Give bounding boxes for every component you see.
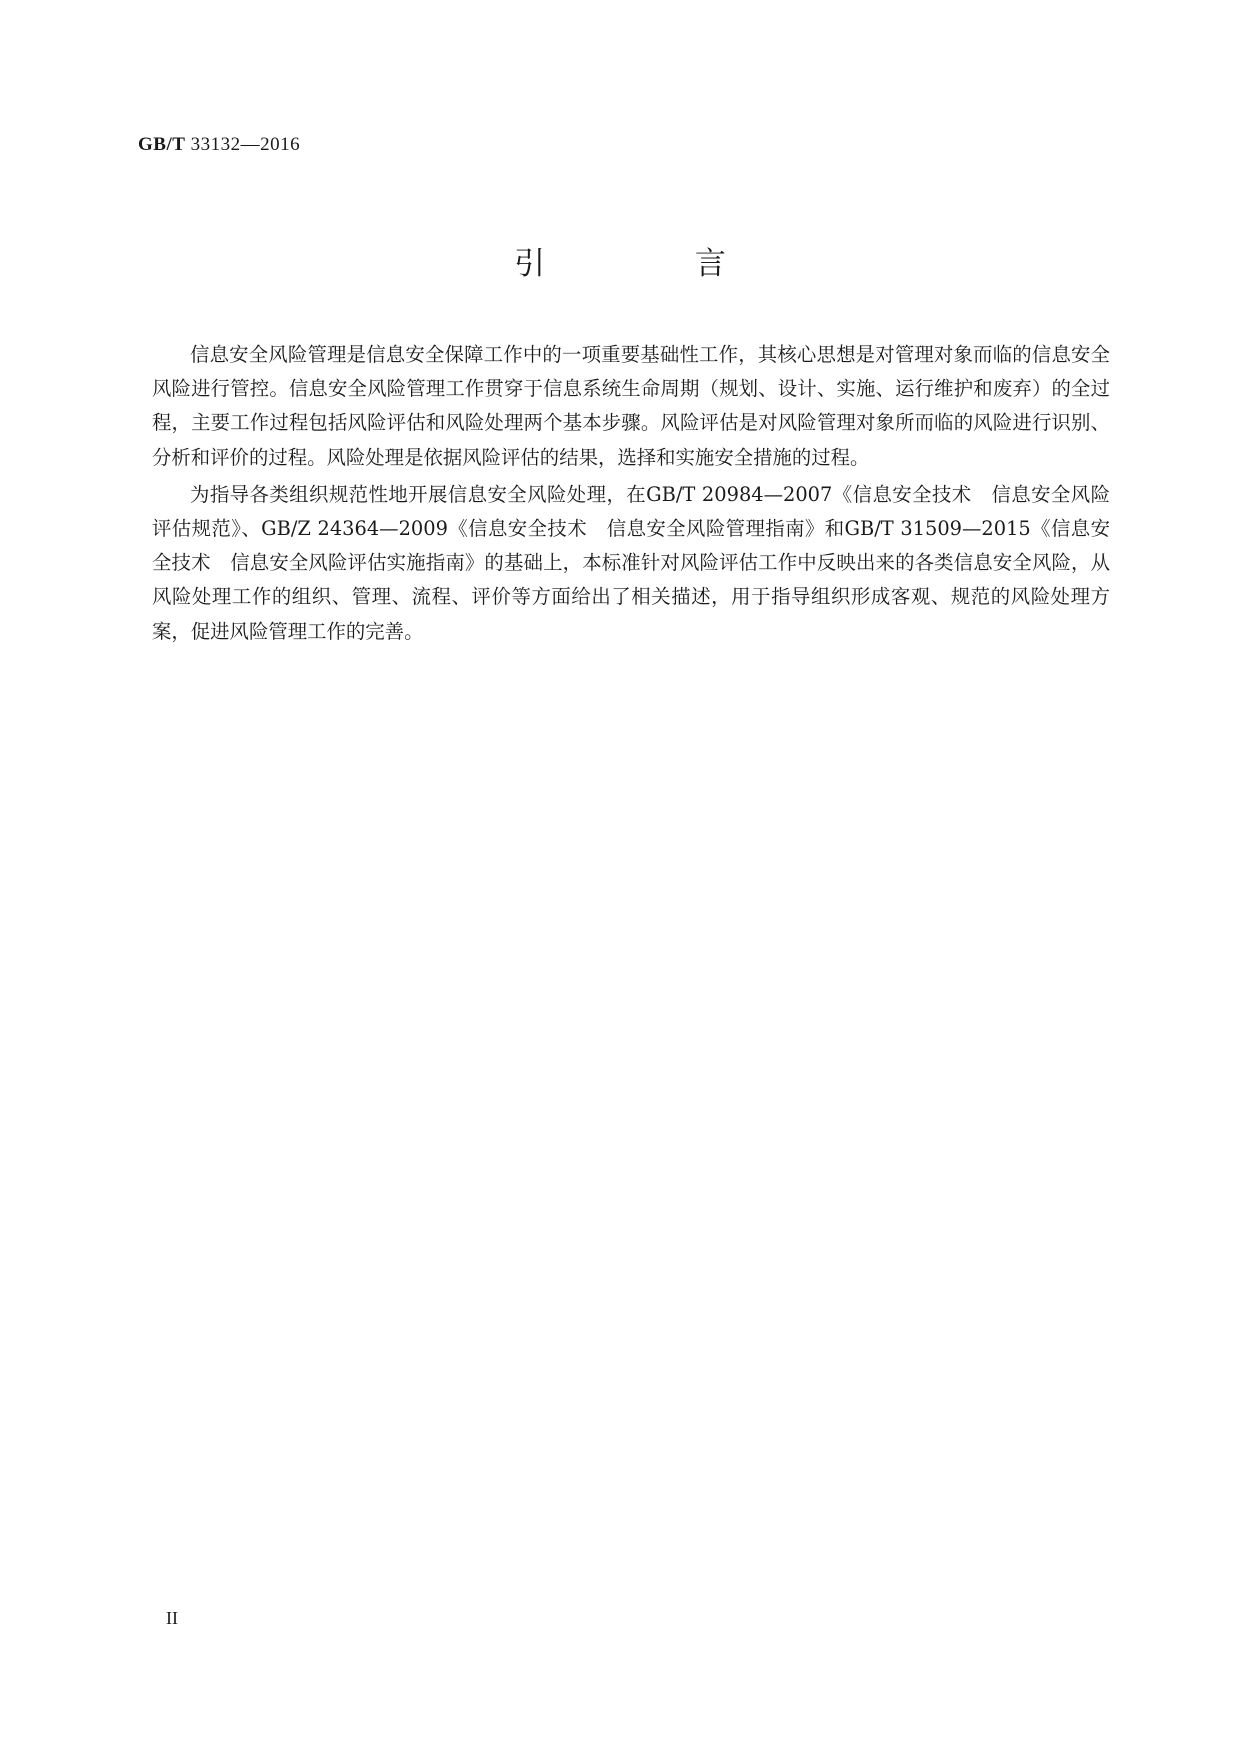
- standard-prefix: GB/T: [138, 134, 186, 155]
- body-text: [152, 338, 1110, 652]
- page-number: II: [166, 1608, 178, 1628]
- paragraph: 信息安全风险管理是信息安全保障工作中的一项重要基础性工作，其核心思想是对管理对象而临的信息安全风险进行管控。信息安全风险管理工作贯穿于信息系统生命周期（规划、设计、实施、运行维护和废弃）的全过程，主要工作过程包括风险评估和风险处理两个基本步骤。风险评估是对风险管理对象所而临的风险进行识别、分析和评价的过程。风险处理是依据风险评估的结果，选择和实施安全措施的过程。: [152, 343, 1110, 469]
- standard-code: [138, 134, 300, 156]
- standard-number: 33132—2016: [190, 134, 301, 155]
- page-title: 引 言: [514, 246, 796, 282]
- paragraph: 为指导各类组织规范性地开展信息安全风险处理，在GB/T 20984—2007《信息安全技术 信息安全风险评估规范》、GB/Z 24364—2009《信息安全技术 信息安全风险管理指南》和GB/T 31509—2015《信息安全技术 信息安全风险评估实施指南》的基础上，本标准针对风险评估工作中反映出来的各类信息安全风险，从风险处理工作的组织、管理、流程、评价等方面给出了相关描述，用于指导组织形成客观、规范的风险处理方案，促进风险管理工作的完善。: [152, 482, 1110, 643]
